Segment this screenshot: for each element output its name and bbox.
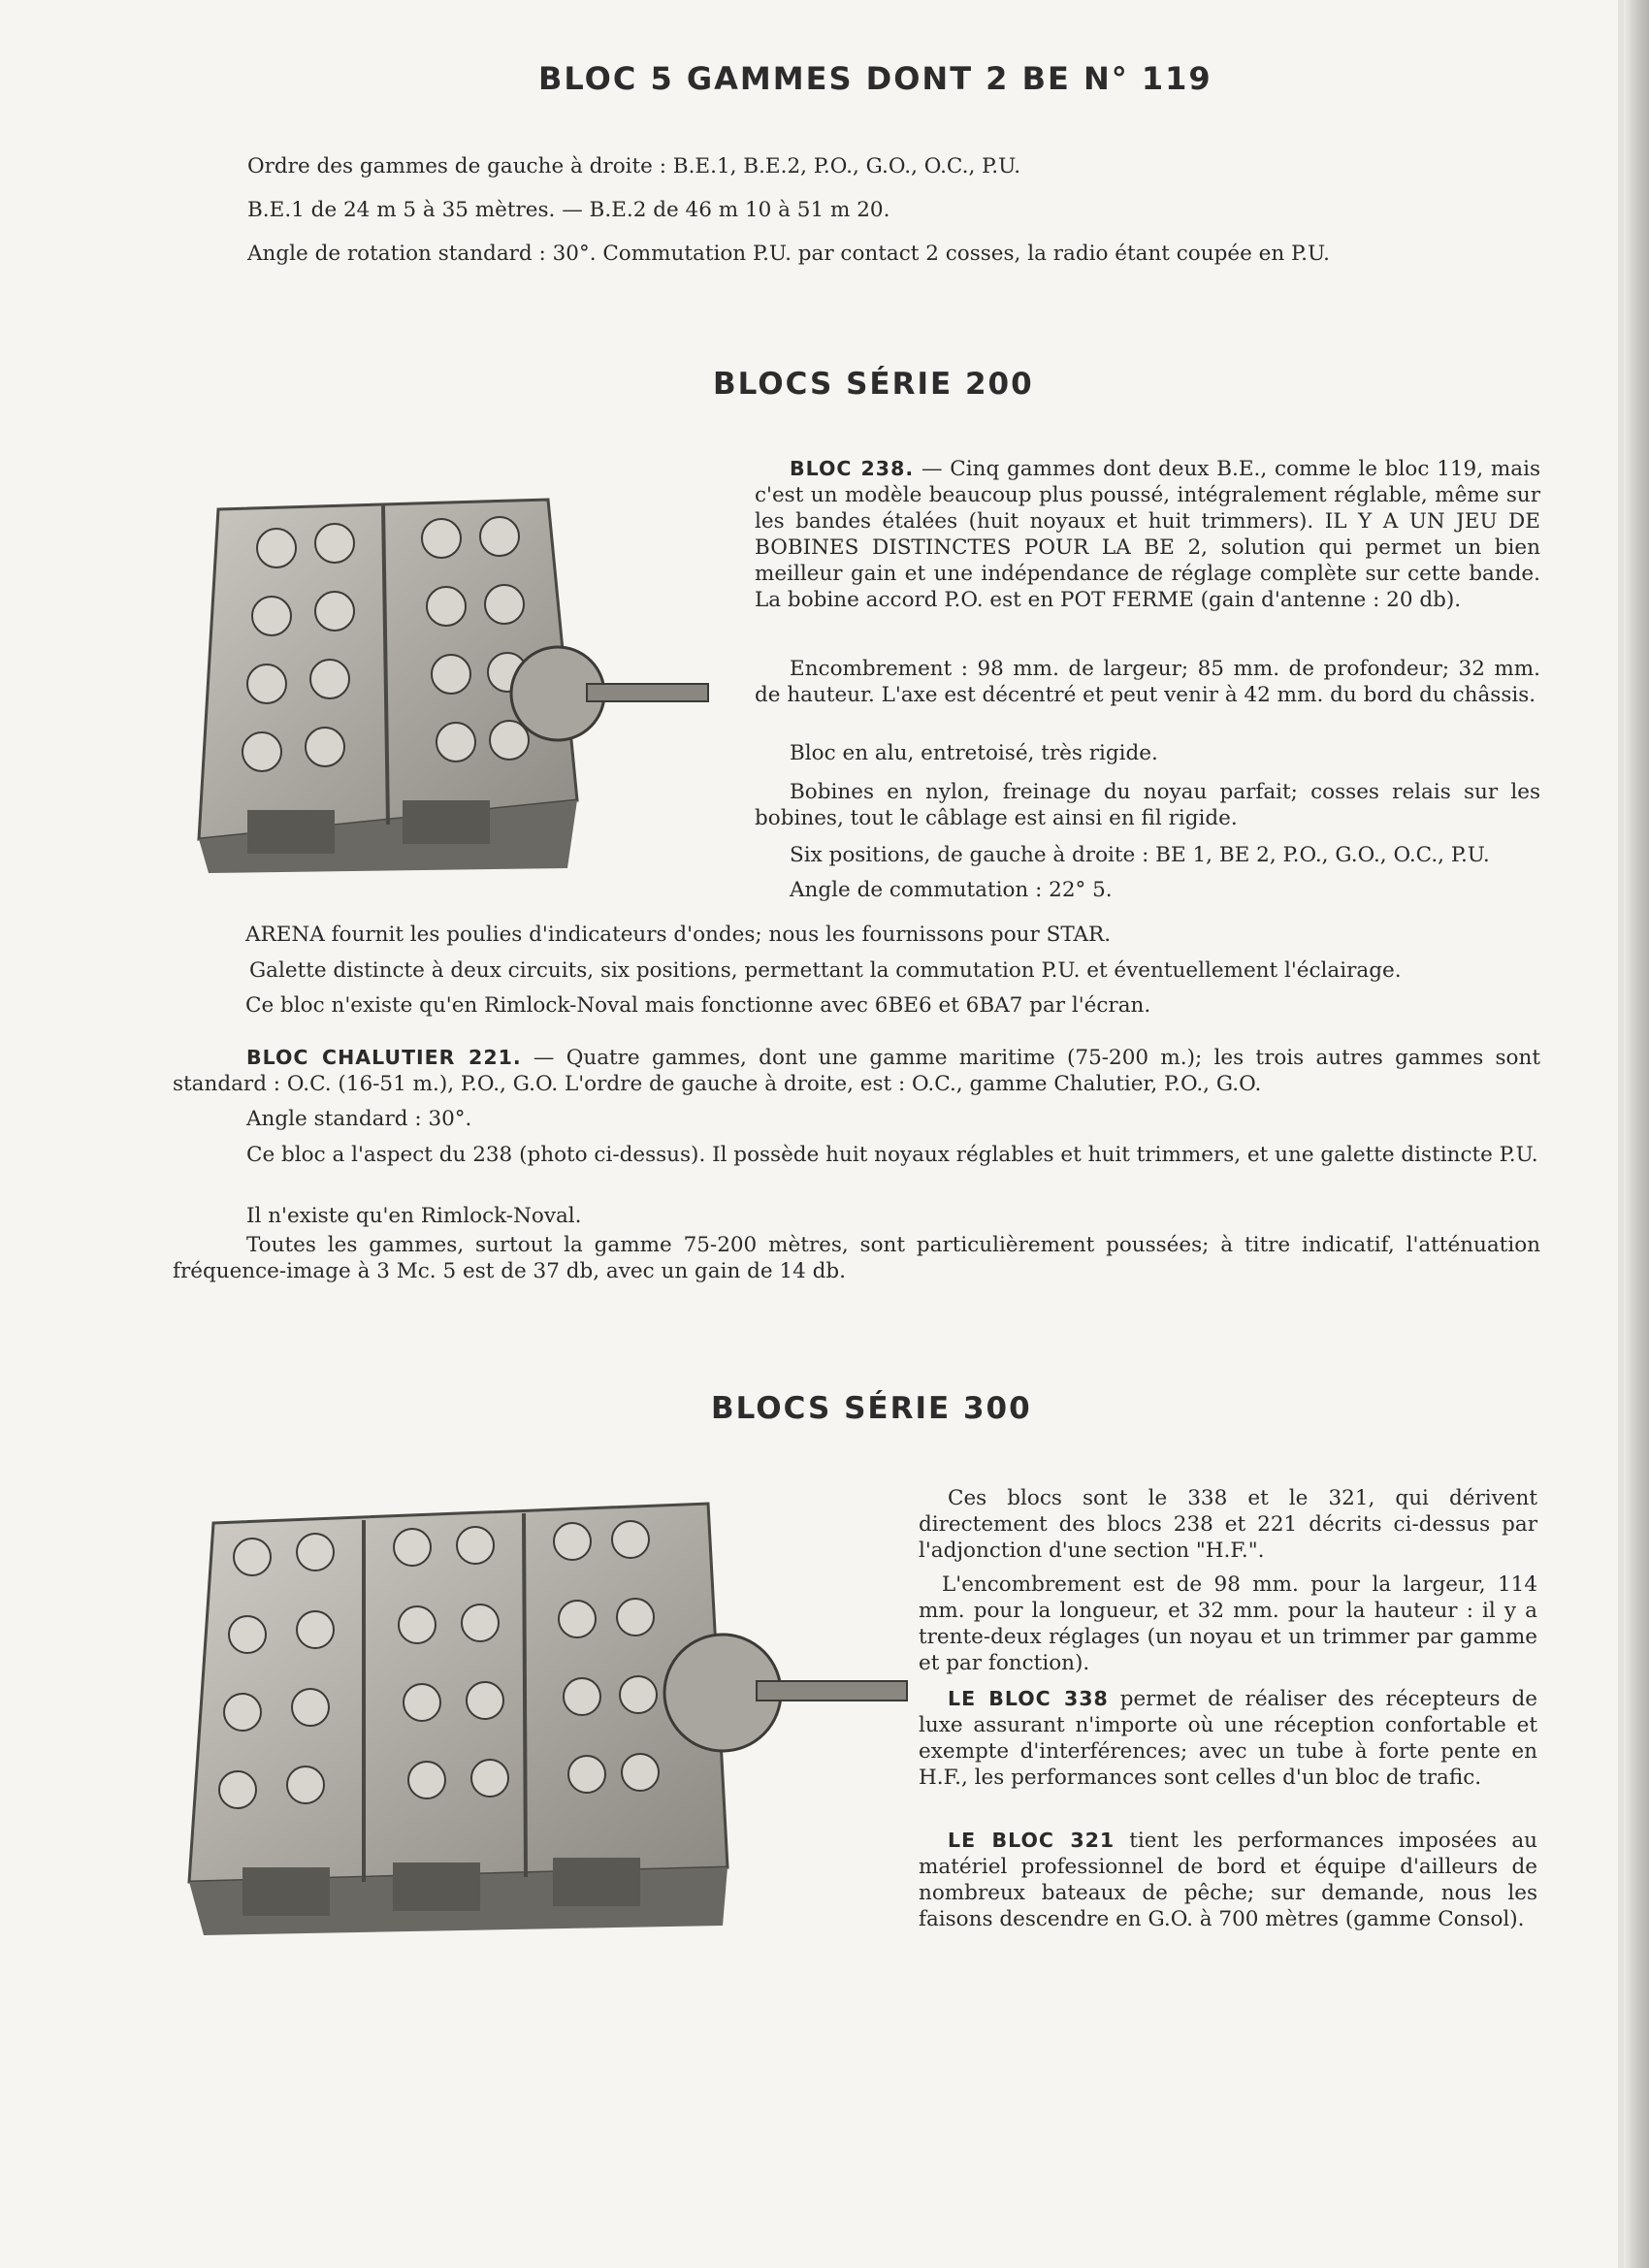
serie300-intro: Ces blocs sont le 338 et le 321, qui dérivent directement des blocs 238 et 221 décrits ci-dessus par l'adjonction d'une section "H.F.". [919, 1486, 1537, 1563]
chalutier-angle: Angle standard : 30°. [246, 1107, 472, 1131]
page-edge-shadow [1624, 0, 1649, 2268]
chalutier-paragraph [173, 1045, 1540, 1097]
bloc119-title: BLOC 5 GAMMES DONT 2 BE N° 119 [538, 60, 1212, 97]
serie300-title: BLOCS SÉRIE 300 [711, 1391, 1032, 1426]
bloc238-bobines: Bobines en nylon, freinage du noyau parfait; cosses relais sur les bobines, tout le câblage est ainsi en fil rigide. [755, 780, 1540, 830]
bloc119-angle: Angle de rotation standard : 30°. Commutation P.U. par contact 2 cosses, la radio étant coupée en P.U. [247, 242, 1330, 266]
bloc238-positions: Six positions, de gauche à droite : BE 1, BE 2, P.O., G.O., O.C., P.U. [790, 843, 1490, 867]
bloc338-text: permet de réaliser des récepteurs de luxe assurant n'importe où une réception confortable et exempte d'interférences; avec un tube à forte pente en H.F., les performances sont celles d'un bloc de trafic. [919, 1687, 1538, 1790]
bloc321-paragraph [919, 1828, 1537, 1932]
bloc321-label: LE BLOC 321 [948, 1829, 1116, 1852]
bloc338-label: LE BLOC 338 [948, 1687, 1109, 1710]
bloc338-photo [184, 1499, 912, 1935]
bloc238-encombrement: Encombrement : 98 mm. de largeur; 85 mm. de profondeur; 32 mm. de hauteur. L'axe est décentré et peut venir à 42 mm. du bord du châssis. [755, 657, 1540, 707]
bloc238-alu: Bloc en alu, entretoisé, très rigide. [790, 741, 1158, 765]
bloc119-ranges: B.E.1 de 24 m 5 à 35 mètres. — B.E.2 de 46 m 10 à 51 m 20. [247, 198, 890, 222]
serie300-encombrement: L'encombrement est de 98 mm. pour la largeur, 114 mm. pour la longueur, et 32 mm. pour la hauteur : il y a trente-deux réglages (un noyau et un trimmer par gamme et par fonction). [919, 1572, 1537, 1675]
arena-text: ARENA fournit les poulies d'indicateurs d'ondes; nous les fournissons pour STAR. [245, 923, 1112, 947]
bloc321-text: tient les performances imposées au matériel professionnel de bord et équipe d'ailleurs de nombreux bateaux de pêche; sur demande, nous les faisons descendre en G.O. à 700 mètres (gamme Consol). [919, 1829, 1537, 1931]
bloc238-text: — Cinq gammes dont deux B.E., comme le bloc 119, mais c'est un modèle beaucoup plus poussé, intégralement réglable, même sur les bandes étalées (huit noyaux et huit trimmers). IL Y A UN JEU DE BOBINES DISTINCTES POUR LA BE 2, solution qui permet un bien meilleur gain et une indépendance de réglage complète sur cette bande. La bobine accord P.O. est en POT FERME (gain d'antenne : 20 db). [755, 457, 1540, 612]
bloc338-paragraph [919, 1686, 1537, 1791]
bloc238-paragraph [755, 456, 1540, 613]
chalutier-gammes: Toutes les gammes, surtout la gamme 75-200 mètres, sont particulièrement poussées; à titre indicatif, l'atténuation fréquence-image à 3 Mc. 5 est de 37 db, avec un gain de 14 db. [173, 1233, 1540, 1283]
chalutier-rimlock: Il n'existe qu'en Rimlock-Noval. [246, 1204, 582, 1228]
chalutier-text: — Quatre gammes, dont une gamme maritime (75-200 m.); les trois autres gammes sont standard : O.C. (16-51 m.), P.O., G.O. L'ordre de gauche à droite, est : O.C., gamme Chalutier, P.O., G.O. [173, 1046, 1540, 1096]
bloc238-photo [179, 490, 713, 873]
bloc238-commutation: Angle de commutation : 22° 5. [790, 878, 1113, 902]
galette-text: Galette distincte à deux circuits, six positions, permettant la commutation P.U. et éventuellement l'éclairage. [249, 958, 1402, 983]
rimlock-text: Ce bloc n'existe qu'en Rimlock-Noval mais fonctionne avec 6BE6 et 6BA7 par l'écran. [245, 993, 1151, 1018]
chalutier-aspect: Ce bloc a l'aspect du 238 (photo ci-dessus). Il possède huit noyaux réglables et huit trimmers, et une galette distincte P.U. [246, 1143, 1538, 1167]
bloc119-order: Ordre des gammes de gauche à droite : B.E.1, B.E.2, P.O., G.O., O.C., P.U. [247, 154, 1021, 178]
chalutier-label: BLOC CHALUTIER 221. [246, 1046, 522, 1069]
serie200-title: BLOCS SÉRIE 200 [713, 367, 1034, 402]
bloc238-label: BLOC 238. [790, 457, 915, 480]
